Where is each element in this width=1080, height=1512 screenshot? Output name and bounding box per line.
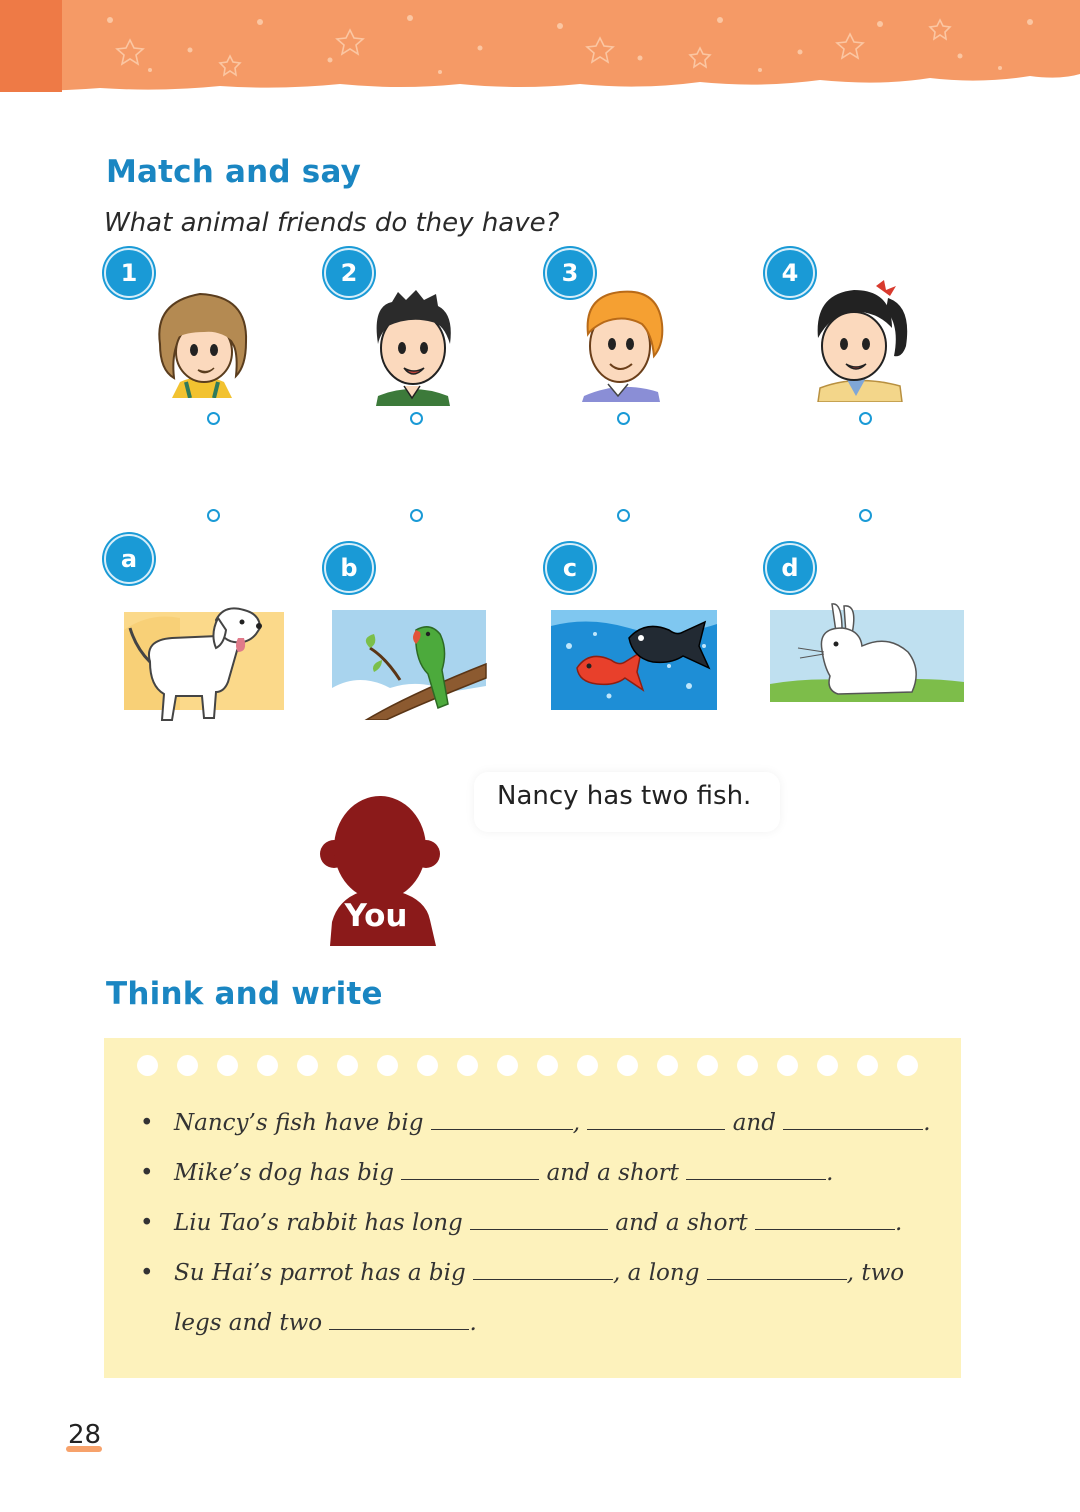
sentence-4-continued: legs and two .: [174, 1310, 477, 1336]
notepad-holes: [137, 1055, 918, 1076]
badge-c: c: [545, 543, 595, 593]
match-dot-4[interactable]: [859, 412, 872, 425]
boy-blond-hair-icon: [580, 284, 666, 402]
match-dot-3[interactable]: [617, 412, 630, 425]
match-dot-b[interactable]: [410, 509, 423, 522]
top-banner: [0, 0, 1080, 96]
match-dot-d[interactable]: [859, 509, 872, 522]
blank-2a[interactable]: [401, 1179, 539, 1180]
blank-1a[interactable]: [431, 1129, 573, 1130]
page-number: 28: [68, 1420, 102, 1450]
blank-2b[interactable]: [686, 1179, 826, 1180]
sentence-4: • Su Hai’s parrot has a big , a long , two: [140, 1260, 905, 1286]
badge-d: d: [765, 543, 815, 593]
match-dot-a[interactable]: [207, 509, 220, 522]
badge-1: 1: [104, 248, 154, 298]
sentence-2: • Mike’s dog has big and a short .: [140, 1160, 834, 1186]
dog-icon: [120, 600, 288, 724]
blank-3b[interactable]: [755, 1229, 895, 1230]
match-dot-c[interactable]: [617, 509, 630, 522]
badge-b: b: [324, 543, 374, 593]
blank-3a[interactable]: [470, 1229, 608, 1230]
blank-4a[interactable]: [473, 1279, 613, 1280]
girl-brown-hair-icon: [150, 286, 254, 398]
parrot-icon: [330, 608, 488, 720]
you-label: You: [344, 898, 408, 934]
badge-a: a: [104, 534, 154, 584]
blank-4c[interactable]: [329, 1329, 469, 1330]
blank-1b[interactable]: [587, 1129, 725, 1130]
match-dot-2[interactable]: [410, 412, 423, 425]
match-dot-1[interactable]: [207, 412, 220, 425]
badge-3: 3: [545, 248, 595, 298]
match-question: What animal friends do they have?: [104, 208, 560, 238]
girl-ponytail-icon: [806, 276, 916, 402]
blank-4b[interactable]: [707, 1279, 847, 1280]
badge-4: 4: [765, 248, 815, 298]
sentence-1: • Nancy’s fish have big , and .: [140, 1110, 931, 1136]
rabbit-icon: [768, 600, 966, 710]
boy-black-hair-icon: [366, 288, 460, 406]
badge-2: 2: [324, 248, 374, 298]
sentence-3: • Liu Tao’s rabbit has long and a short .: [140, 1210, 903, 1236]
match-section-title: Match and say: [106, 154, 362, 190]
blank-1c[interactable]: [783, 1129, 923, 1130]
speech-text: Nancy has two fish.: [497, 781, 752, 811]
goldfish-icon: [549, 606, 719, 714]
write-section-title: Think and write: [106, 976, 383, 1012]
